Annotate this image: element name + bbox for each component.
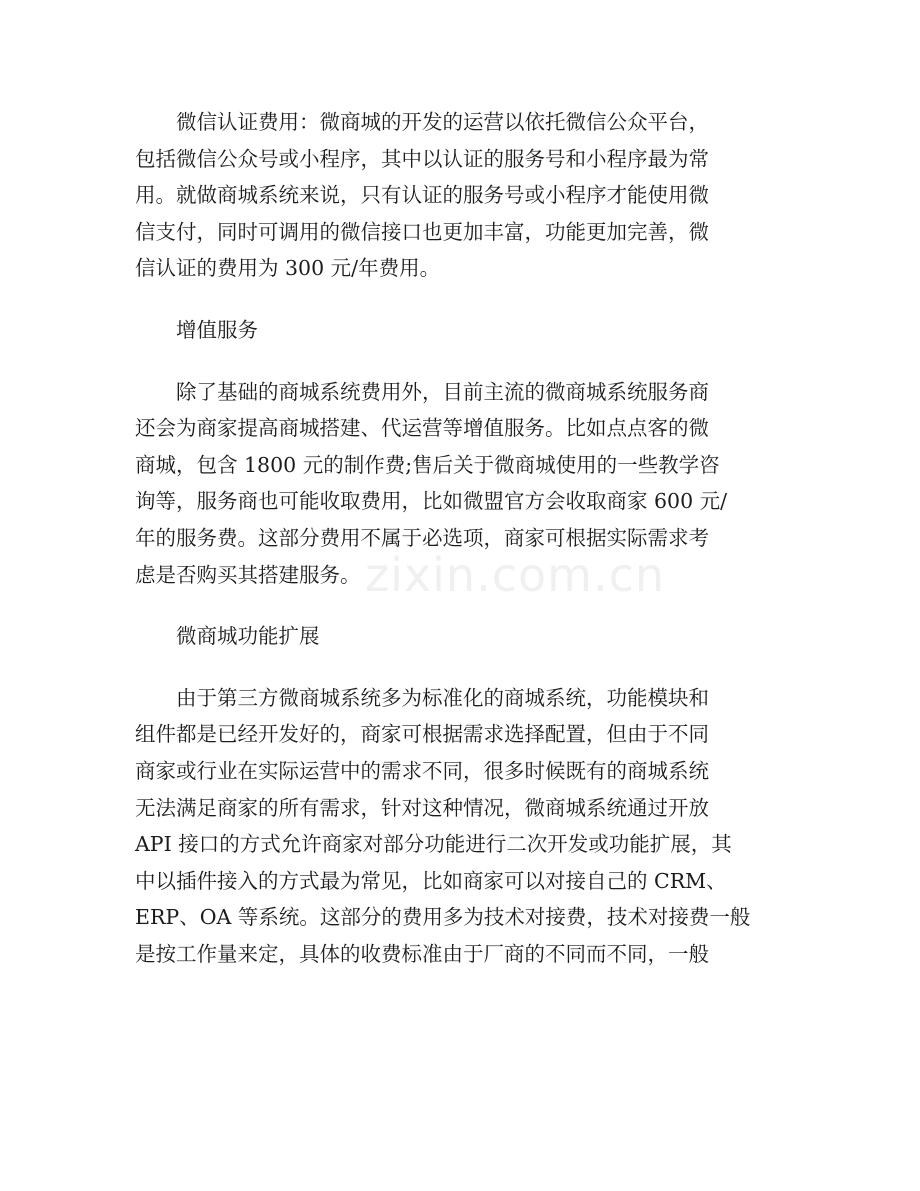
paragraph-wechat-certification-fee: [135, 104, 775, 287]
paragraph-value-added-services: [135, 374, 775, 594]
text-line: 商家或行业在实际运营中的需求不同，很多时候既有的商城系统: [135, 758, 709, 783]
paragraph-feature-extension: [135, 680, 775, 973]
section-heading-value-added-services: 增值服务: [176, 317, 258, 342]
text-line: 信支付，同时可调用的微信接口也更加丰富，功能更加完善，微: [135, 219, 709, 244]
text-line: 无法满足商家的所有需求，针对这种情况，微商城系统通过开放: [135, 795, 709, 820]
text-line: 是按工作量来定，具体的收费标准由于厂商的不同而不同，一般: [135, 941, 709, 966]
text-line: 组件都是已经开发好的，商家可根据需求选择配置，但由于不同: [135, 722, 709, 747]
text-line: ERP、OA 等系统。这部分的费用多为技术对接费，技术对接费一般: [135, 905, 751, 930]
section-heading-feature-extension: 微商城功能扩展: [176, 624, 320, 649]
text-line: 信认证的费用为 300 元/年费用。: [135, 256, 441, 281]
text-line: 用。就做商城系统来说，只有认证的服务号或小程序才能使用微: [135, 183, 709, 208]
text-line: API 接口的方式允许商家对部分功能进行二次开发或功能扩展，其: [135, 832, 732, 857]
text-line: 包括微信公众号或小程序，其中以认证的服务号和小程序最为常: [135, 146, 709, 171]
text-line: 微信认证费用：微商城的开发的运营以依托微信公众平台，: [176, 110, 709, 134]
watermark: zixin.com.cn: [365, 548, 666, 602]
text-line: 询等，服务商也可能收取费用，比如微盟官方会收取商家 600 元/: [135, 489, 728, 514]
text-line: 商城，包含 1800 元的制作费;售后关于微商城使用的一些教学咨: [135, 452, 720, 477]
text-line: 除了基础的商城系统费用外，目前主流的微商城系统服务商: [176, 379, 709, 404]
document-body: [135, 104, 775, 997]
text-line: 中以插件接入的方式最为常见，比如商家可以对接自己的 CRM、: [135, 868, 727, 893]
text-line: 虑是否购买其搭建服务。: [135, 562, 361, 587]
text-line: 年的服务费。这部分费用不属于必选项，商家可根据实际需求考: [135, 525, 709, 550]
text-line: 由于第三方微商城系统多为标准化的商城系统，功能模块和: [176, 685, 709, 710]
text-line: 还会为商家提高商城搭建、代运营等增值服务。比如点点客的微: [135, 416, 709, 441]
